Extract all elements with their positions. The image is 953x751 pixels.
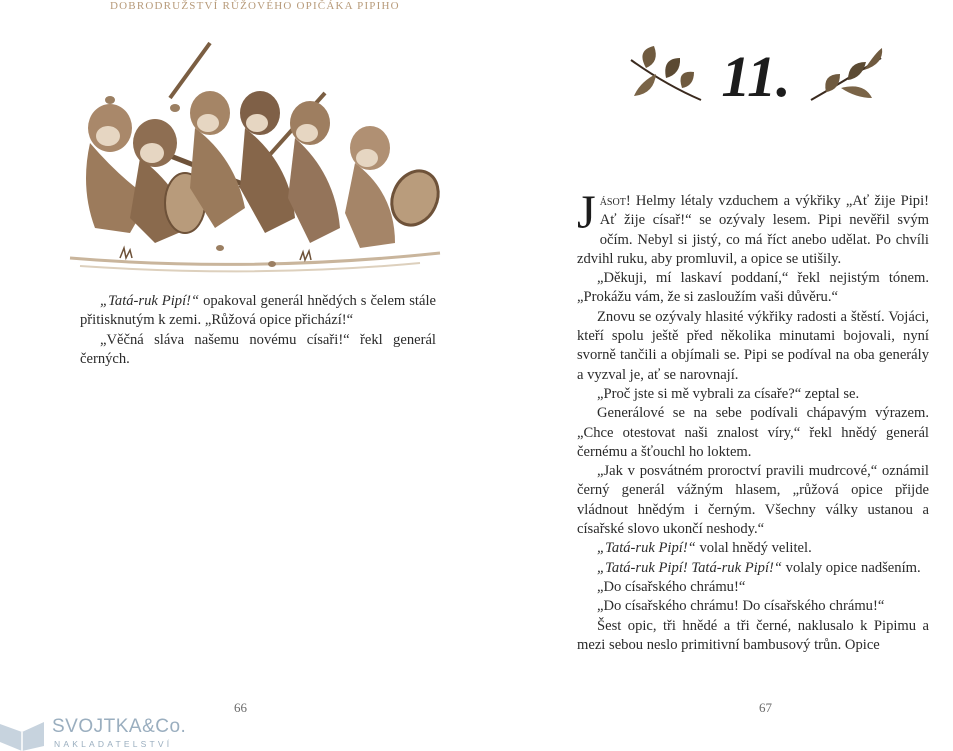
paragraph: „Tatá-ruk Pipí!“ opakoval generál hnědých s čelem stále přitisknutým k zemi. „Růžová opice přichází!“ <box>80 293 436 329</box>
chapter-number: 11. <box>721 44 791 109</box>
page-number-left: 66 <box>234 700 247 715</box>
first-paragraph: Jásot! Helmy létaly vzduchem a výkřiky „Ať žije Pipi! Ať žije císař!“ se ozývaly lesem. Pipi nevěřil svým očím. Nebyl si jistý, co má říct anebo udělat. Po chvíli zdvihl ruku, aby promluvil, a opice se utišily. <box>577 186 929 267</box>
left-page <box>0 0 476 751</box>
monkeys-marching-illustration <box>60 28 450 278</box>
publisher-name: SVOJTKA&Co. <box>52 716 187 737</box>
paragraph: Šest opic, tři hnědé a tři černé, naklusalo k Pipimu a mezi sebou neslo primitivní bambusový trůn. Opice <box>577 617 929 653</box>
paragraph: „Do císařského chrámu! Do císařského chrámu!“ <box>597 598 885 615</box>
leaf-branch-ornament-left <box>631 46 701 100</box>
first-word-rest: ásot <box>599 193 626 209</box>
chapter-heading <box>626 40 886 110</box>
paragraph: „Proč jste si mě vybrali za císaře?“ zeptal se. <box>597 385 860 402</box>
paragraph: „Věčná sláva našemu novému císaři!“ řekl generál černých. <box>80 331 436 367</box>
paragraph: Generálové se na sebe podívali chápavým výrazem. „Chce otestovat naši znalost víry,“ řekl hnědý generál černému a šťouchl ho loktem. <box>577 405 929 460</box>
paragraph: „Do císařského chrámu!“ <box>597 578 746 595</box>
paragraph: „Děkuji, mí laskaví poddaní,“ řekl nejistým tónem. „Prokážu vám, že si zasloužím vaši důvěru.“ <box>577 270 929 306</box>
running-head: DOBRODRUŽSTVÍ RŮŽOVÉHO OPIČÁKA PIPIHO <box>110 0 400 12</box>
page-number-right: 67 <box>759 700 772 715</box>
paragraph: Znovu se ozývaly hlasité výkřiky radosti a štěstí. Vojáci, kteří spolu ještě před několika minutami bojovali, nyní svorně tančili a objímali se. Pipi se podíval na oba generály a vyzval je, ať se narovnají. <box>577 308 929 383</box>
publisher-subtitle: NAKLADATELSTVÍ <box>54 739 173 749</box>
leaf-branch-ornament-right <box>811 48 882 100</box>
paragraph: „Jak v posvátném proroctví pravili mudrcové,“ oznámil černý generál vážným hlasem, „růžová opice přijde vládnout hnědým i černým. Všechny války ustanou a císařské slovo ukončí neshody.“ <box>577 463 929 538</box>
right-page <box>476 0 953 751</box>
dropcap: J <box>577 186 596 239</box>
left-page-text <box>80 292 436 369</box>
paragraph: „Tatá-ruk Pipí!“ volal hnědý velitel. <box>597 540 812 557</box>
right-page-text <box>577 186 929 655</box>
paragraph: „Tatá-ruk Pipí! Tatá-ruk Pipí!“ volaly opice nadšením. <box>597 559 921 576</box>
